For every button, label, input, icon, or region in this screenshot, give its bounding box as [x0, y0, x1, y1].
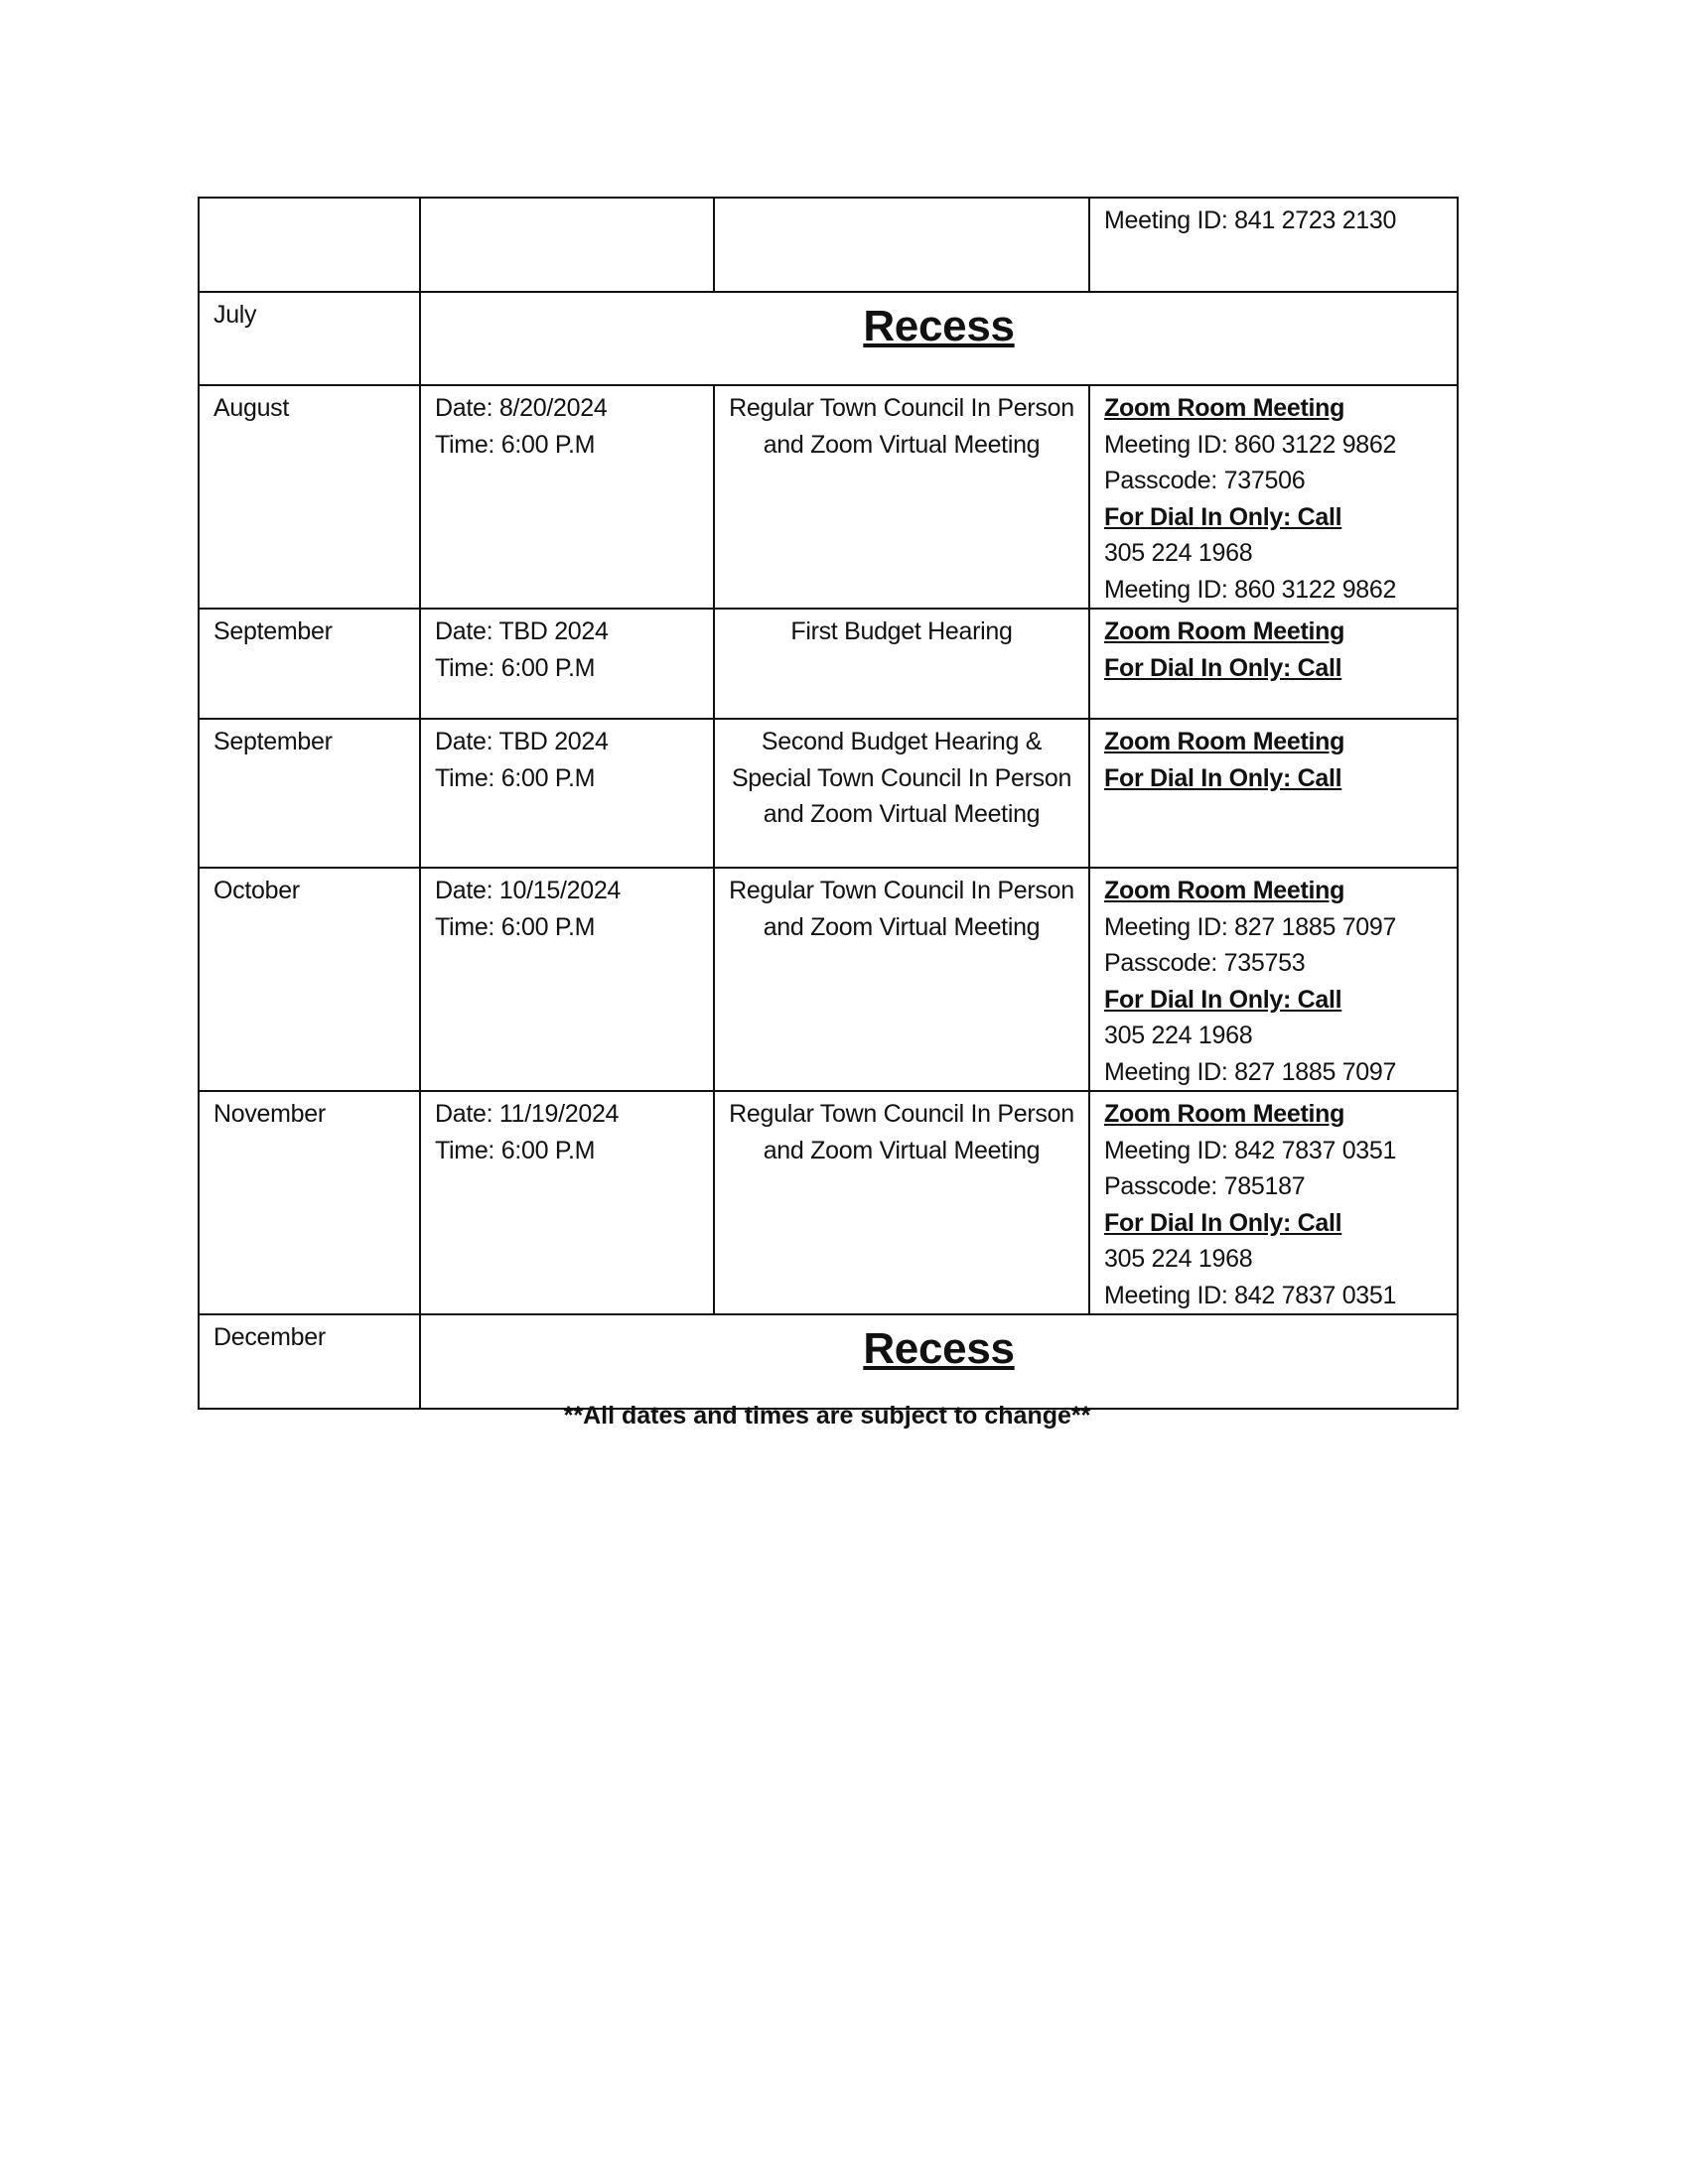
datetime-cell: [420, 868, 714, 1091]
meeting-type-cell: Regular Town Council In Person and Zoom Virtual Meeting: [714, 385, 1089, 609]
meeting-type-cell: First Budget Hearing: [714, 609, 1089, 719]
zoom-info-cell: [1089, 198, 1458, 292]
time-text: Time: 6:00 P.M: [435, 763, 596, 792]
zoom-room-link[interactable]: Zoom Room Meeting: [1104, 877, 1345, 904]
month-cell: October: [199, 868, 420, 1091]
date-text: Date: 11/19/2024: [435, 1100, 620, 1128]
zoom-room-link[interactable]: Zoom Room Meeting: [1104, 1100, 1345, 1128]
month-cell: [199, 198, 420, 292]
table-row: [199, 198, 1458, 292]
dial-in-heading: For Dial In Only: Call: [1104, 985, 1342, 1014]
dial-in-heading: For Dial In Only: Call: [1104, 653, 1342, 682]
zoom-info-cell: [1089, 609, 1458, 719]
zoom-room-link[interactable]: Zoom Room Meeting: [1104, 394, 1345, 422]
dial-in-meeting-id: Meeting ID: 827 1885 7097: [1104, 1057, 1397, 1086]
dial-in-phone: 305 224 1968: [1104, 1245, 1253, 1273]
table-row: [199, 292, 1458, 385]
time-text: Time: 6:00 P.M: [435, 653, 596, 682]
meeting-id: Meeting ID: 827 1885 7097: [1104, 912, 1397, 941]
passcode: Passcode: 735753: [1104, 949, 1306, 977]
passcode: Passcode: 785187: [1104, 1172, 1306, 1200]
recess-label: Recess: [420, 1314, 1458, 1409]
month-cell: September: [199, 719, 420, 868]
time-text: Time: 6:00 P.M: [435, 912, 596, 941]
zoom-info-cell: [1089, 385, 1458, 609]
date-text: Date: TBD 2024: [435, 728, 609, 755]
zoom-info-cell: [1089, 1091, 1458, 1314]
month-cell: September: [199, 609, 420, 719]
meeting-type-cell: Regular Town Council In Person and Zoom Virtual Meeting: [714, 1091, 1089, 1314]
datetime-cell: [420, 719, 714, 868]
passcode: Passcode: 737506: [1104, 467, 1306, 494]
dial-in-meeting-id: Meeting ID: 860 3122 9862: [1104, 575, 1397, 604]
time-text: Time: 6:00 P.M: [435, 430, 596, 459]
dial-in-phone: 305 224 1968: [1104, 539, 1253, 567]
meeting-type-cell: Second Budget Hearing & Special Town Council In Person and Zoom Virtual Meeting: [714, 719, 1089, 868]
datetime-cell: [420, 385, 714, 609]
zoom-info-cell: [1089, 719, 1458, 868]
time-text: Time: 6:00 P.M: [435, 1136, 596, 1164]
zoom-info-cell: [1089, 868, 1458, 1091]
dial-in-phone: 305 224 1968: [1104, 1022, 1253, 1049]
table-row: [199, 609, 1458, 719]
table-row: [199, 1314, 1458, 1409]
zoom-room-link[interactable]: Zoom Room Meeting: [1104, 617, 1345, 645]
table-row: [199, 1091, 1458, 1314]
date-text: Date: TBD 2024: [435, 617, 609, 645]
zoom-room-link[interactable]: Zoom Room Meeting: [1104, 728, 1345, 755]
meeting-type-cell: Regular Town Council In Person and Zoom Virtual Meeting: [714, 868, 1089, 1091]
meeting-type-cell: [714, 198, 1089, 292]
table-row: [199, 719, 1458, 868]
datetime-cell: [420, 609, 714, 719]
meeting-id: Meeting ID: 842 7837 0351: [1104, 1136, 1397, 1164]
meeting-id: Meeting ID: 841 2723 2130: [1104, 206, 1397, 234]
dial-in-heading: For Dial In Only: Call: [1104, 502, 1342, 531]
month-cell: July: [199, 292, 420, 385]
dial-in-heading: For Dial In Only: Call: [1104, 763, 1342, 792]
date-text: Date: 8/20/2024: [435, 394, 608, 422]
date-text: Date: 10/15/2024: [435, 877, 622, 904]
meeting-schedule-table: [198, 197, 1459, 1410]
datetime-cell: [420, 198, 714, 292]
footnote: **All dates and times are subject to change**: [563, 1402, 1091, 1430]
dial-in-heading: For Dial In Only: Call: [1104, 1208, 1342, 1237]
table-row: [199, 868, 1458, 1091]
month-cell: November: [199, 1091, 420, 1314]
dial-in-meeting-id: Meeting ID: 842 7837 0351: [1104, 1281, 1397, 1309]
month-cell: December: [199, 1314, 420, 1409]
month-cell: August: [199, 385, 420, 609]
recess-label: Recess: [420, 292, 1458, 385]
datetime-cell: [420, 1091, 714, 1314]
meeting-id: Meeting ID: 860 3122 9862: [1104, 430, 1397, 459]
table-row: [199, 385, 1458, 609]
